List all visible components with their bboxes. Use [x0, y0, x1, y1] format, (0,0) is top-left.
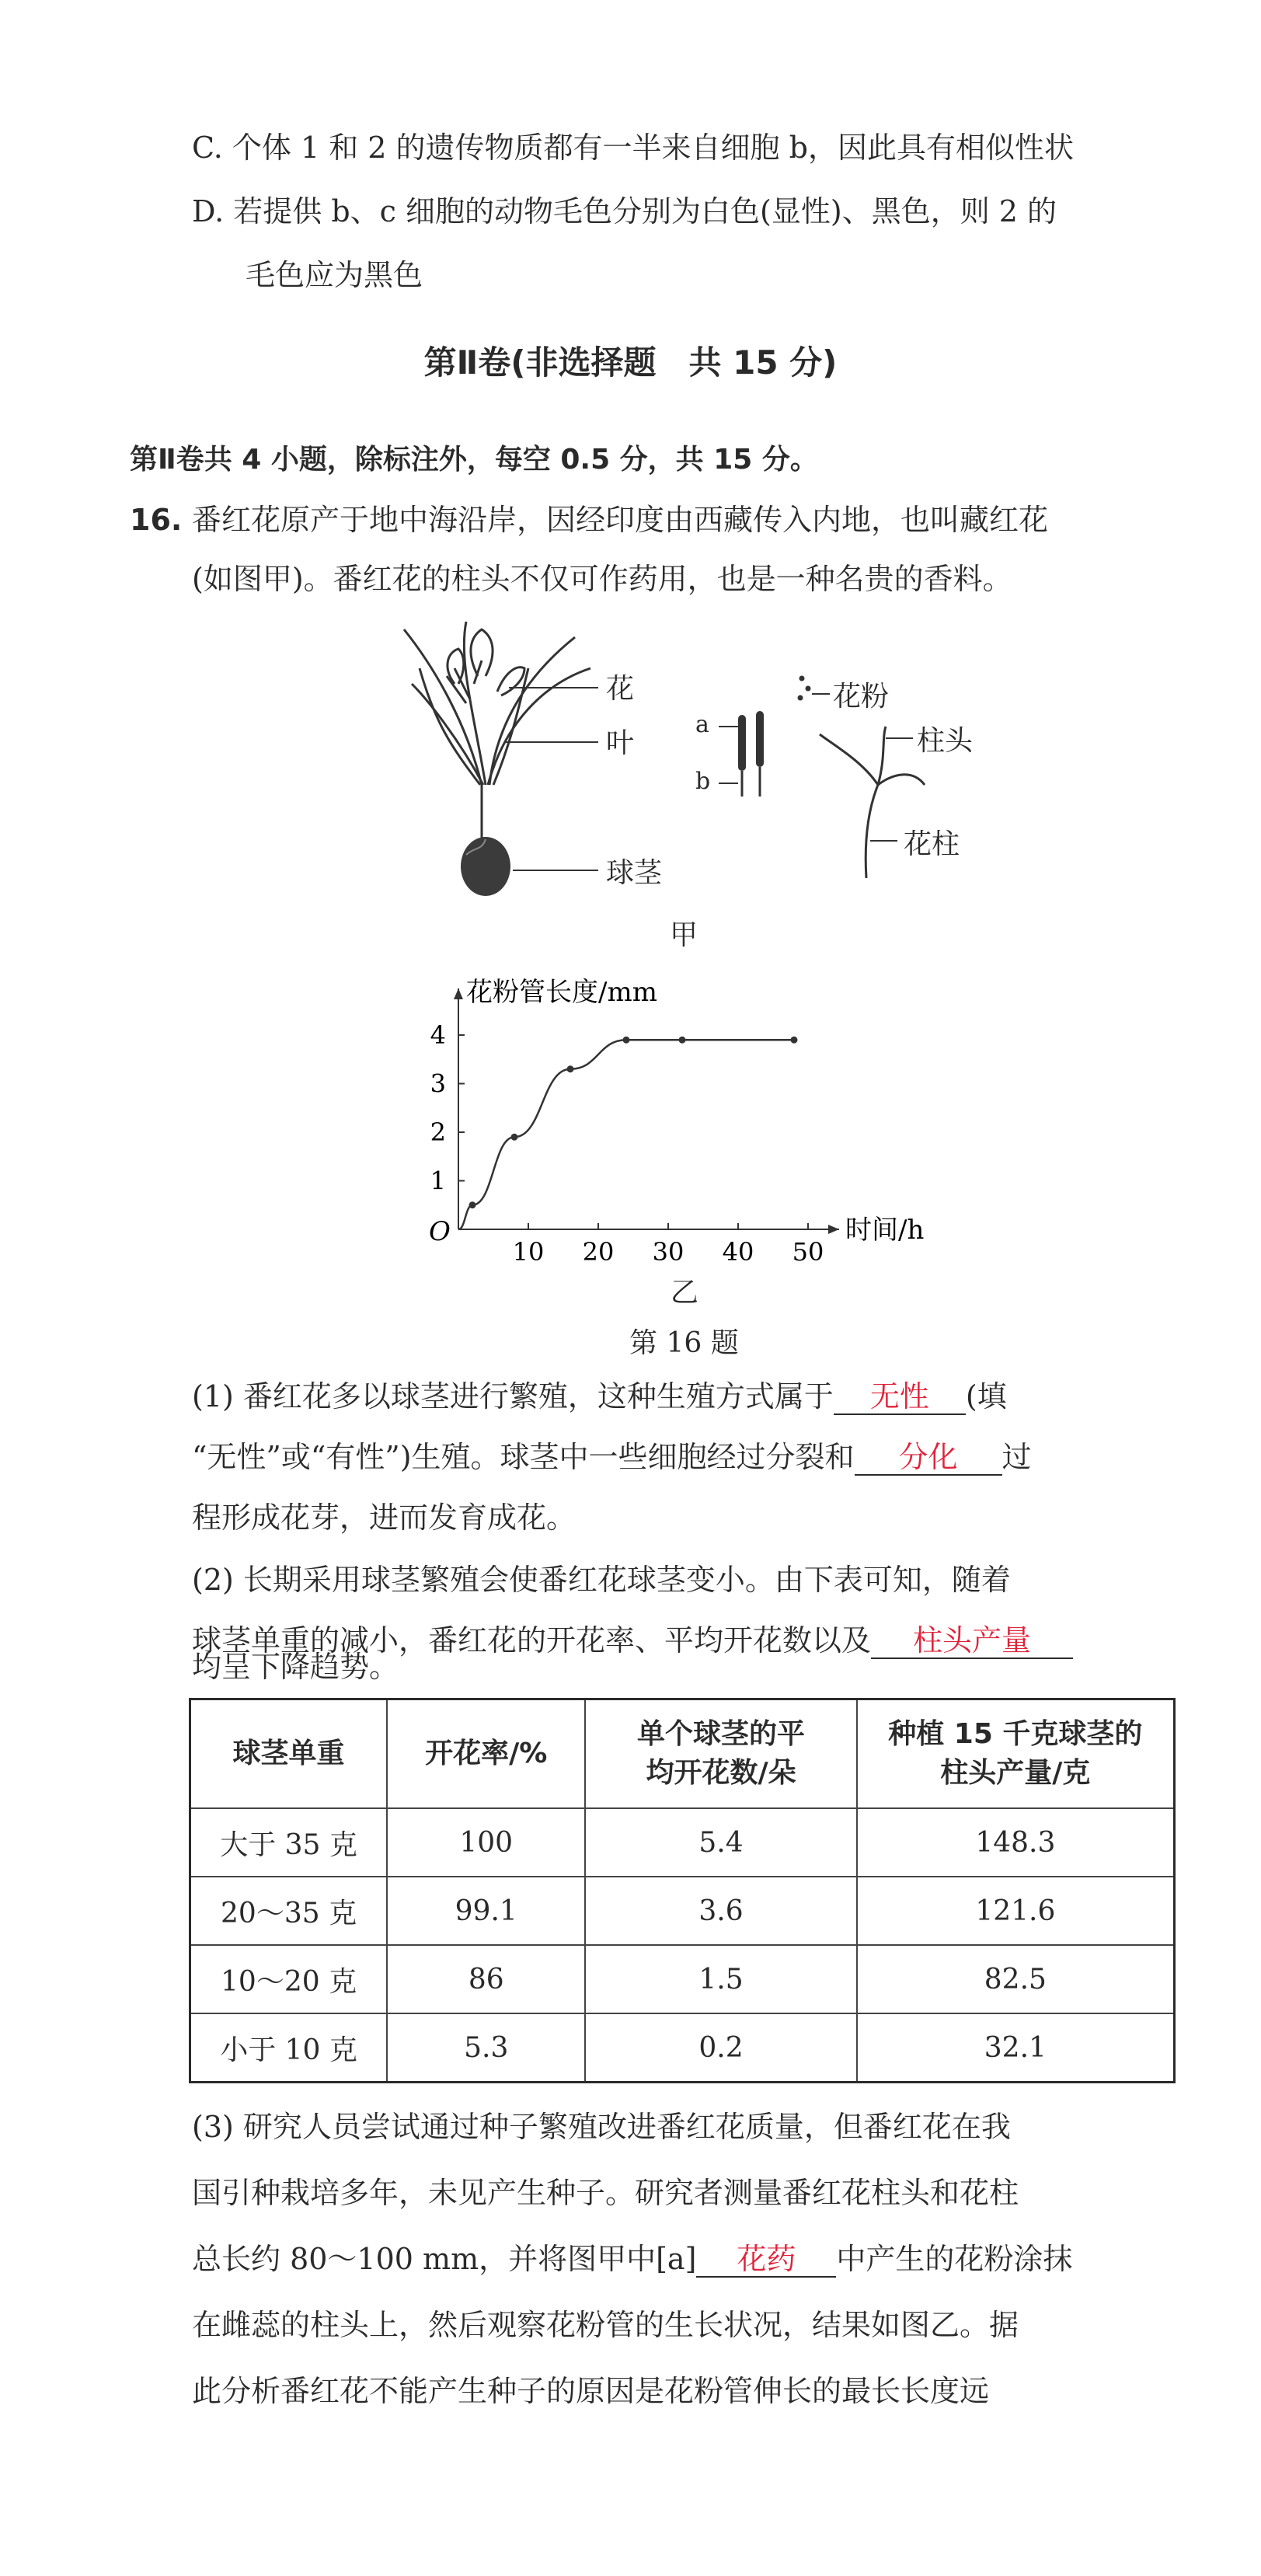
table-cell: 小于 10 克	[190, 2013, 388, 2083]
answer-blank-1: 无性	[834, 1379, 966, 1415]
corm-data-table	[189, 1698, 1176, 2083]
part2-line1: (2) 长期采用球茎繁殖会使番红花球茎变小。由下表可知，随着	[192, 1563, 1011, 1597]
part3-text-a: 总长约 80～100 mm，并将图甲中[a]	[192, 2242, 697, 2276]
table-cell: 大于 35 克	[190, 1808, 388, 1877]
figure-jia-caption: 甲	[670, 919, 698, 951]
data-point	[791, 1037, 798, 1044]
origin-label: O	[429, 1216, 451, 1247]
table-cell: 10～20 克	[190, 1945, 388, 2013]
table-cell: 32.1	[857, 2013, 1175, 2083]
x-tick-label: 40	[722, 1237, 754, 1267]
part1-line2	[192, 1436, 1032, 1478]
label-anther-b: b	[695, 768, 711, 795]
figure-yi-caption: 乙	[671, 1277, 699, 1309]
x-tick-label: 10	[512, 1237, 545, 1267]
label-corm: 球茎	[606, 857, 663, 889]
label-flower: 花	[606, 673, 635, 705]
part1-text-d: 过	[1001, 1440, 1032, 1474]
table-cell: 99.1	[387, 1877, 585, 1945]
answer-blank-4: 花药	[696, 2242, 836, 2278]
table-row	[190, 1877, 1175, 1945]
table-cell: 20～35 克	[190, 1877, 388, 1945]
data-line	[458, 1040, 794, 1229]
part3-text-b: 中产生的花粉涂抹	[836, 2242, 1073, 2276]
part1-text-b: (填	[965, 1379, 1007, 1413]
y-tick-label: 1	[430, 1166, 446, 1196]
part3-line5: 此分析番红花不能产生种子的原因是花粉管伸长的最长长度远	[192, 2374, 990, 2408]
figure-caption: 第 16 题	[629, 1327, 739, 1359]
option-c: C. 个体 1 和 2 的遗传物质都有一半来自细胞 b，因此具有相似性状	[192, 131, 1074, 165]
x-tick-label: 50	[792, 1237, 824, 1267]
question-stem-line2: (如图甲)。番红花的柱头不仅可作药用，也是一种名贵的香料。	[192, 562, 1012, 596]
table-cell: 5.3	[387, 2013, 585, 2083]
table-row	[190, 1808, 1175, 1877]
table-cell: 148.3	[857, 1808, 1175, 1877]
figure-yi-chart	[404, 964, 995, 1274]
part1-text-c: “无性”或“有性”)生殖。球茎中一些细胞经过分裂和	[192, 1440, 855, 1474]
table-cell: 5.4	[585, 1808, 856, 1877]
stamen-illustration	[719, 711, 764, 797]
table-header-row	[190, 1699, 1175, 1809]
label-pollen: 花粉	[833, 681, 890, 713]
table-header-cell: 开花率/%	[387, 1699, 585, 1809]
table-row	[190, 2013, 1175, 2083]
x-axis-label: 时间/h	[845, 1215, 925, 1246]
data-point	[511, 1134, 518, 1141]
answer-blank-2: 分化	[855, 1440, 1002, 1476]
x-tick-label: 20	[582, 1237, 615, 1267]
y-axis-label: 花粉管长度/mm	[466, 977, 657, 1008]
part2-text-a: 球茎单重的减小，番红花的开花率、平均开花数以及	[192, 1623, 872, 1657]
option-d-line1: D. 若提供 b、c 细胞的动物毛色分别为白色(显性)、黑色，则 2 的	[192, 194, 1057, 228]
part3-line2: 国引种栽培多年，未见产生种子。研究者测量番红花柱头和花柱	[192, 2176, 1019, 2210]
part3-line3	[192, 2238, 1072, 2280]
part3-line4: 在雌蕊的柱头上，然后观察花粉管的生长状况，结果如图乙。据	[192, 2308, 1019, 2342]
table-header-cell: 单个球茎的平 均开花数/朵	[585, 1699, 856, 1809]
table-cell: 3.6	[585, 1877, 856, 1945]
label-stigma: 柱头	[917, 725, 974, 757]
data-point	[679, 1037, 686, 1044]
table-row	[190, 1945, 1175, 2013]
label-anther-a: a	[695, 711, 709, 738]
table-cell: 86	[387, 1945, 585, 2013]
y-tick-label: 4	[430, 1020, 446, 1050]
question-number: 16.	[130, 503, 183, 537]
part1-line3: 程形成花芽，进而发育成花。	[192, 1501, 577, 1535]
answer-blank-3: 柱头产量	[871, 1623, 1073, 1659]
section-note: 第Ⅱ卷共 4 小题，除标注外，每空 0.5 分，共 15 分。	[130, 444, 818, 476]
table-cell: 1.5	[585, 1945, 856, 2013]
part1-text-a: (1) 番红花多以球茎进行繁殖，这种生殖方式属于	[192, 1379, 834, 1413]
table-cell: 82.5	[857, 1945, 1175, 2013]
label-style: 花柱	[904, 828, 960, 860]
part2-line3: 均呈下降趋势。	[192, 1650, 399, 1684]
table-header-cell: 球茎单重	[190, 1699, 388, 1809]
table-cell: 100	[387, 1808, 585, 1877]
x-axis-arrow	[828, 1225, 839, 1234]
pollen-dots	[798, 676, 811, 701]
option-d-line2: 毛色应为黑色	[246, 258, 423, 292]
table-header-cell: 种植 15 千克球茎的 柱头产量/克	[857, 1699, 1175, 1809]
data-point	[567, 1065, 574, 1072]
y-tick-label: 2	[430, 1117, 446, 1147]
crocus-plant-illustration	[404, 622, 590, 839]
data-point	[623, 1037, 630, 1044]
figure-jia	[0, 0, 1261, 971]
corm-shape	[461, 837, 510, 896]
table-cell: 0.2	[585, 2013, 856, 2083]
y-tick-label: 3	[430, 1068, 446, 1099]
section-title: 第Ⅱ卷(非选择题 共 15 分)	[423, 343, 838, 382]
table-cell: 121.6	[857, 1877, 1175, 1945]
part1-line1	[192, 1375, 1007, 1417]
label-leaf: 叶	[606, 727, 635, 759]
part3-line1: (3) 研究人员尝试通过种子繁殖改进番红花质量，但番红花在我	[192, 2110, 1011, 2144]
question-stem-line1: 番红花原产于地中海沿岸，因经印度由西藏传入内地，也叫藏红花	[192, 503, 1049, 537]
data-point	[469, 1201, 476, 1208]
y-axis-arrow	[454, 988, 463, 999]
x-tick-label: 30	[652, 1237, 684, 1267]
